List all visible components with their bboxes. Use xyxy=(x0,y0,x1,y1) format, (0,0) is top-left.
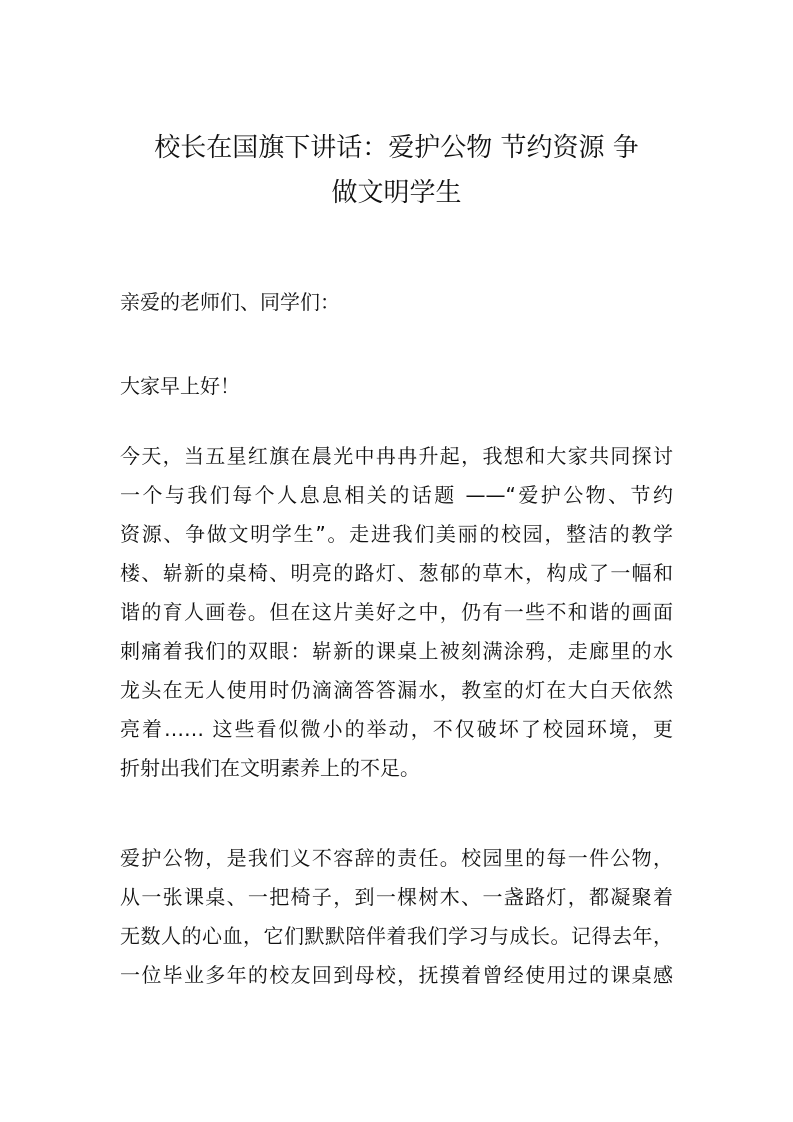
paragraph-line: 从一张课桌、一把椅子，到一棵树木、一盏路灯，都凝聚着 xyxy=(120,885,673,909)
title-line-2: 做文明学生 xyxy=(331,178,462,208)
salutation-text: 大家早上好！ xyxy=(120,374,240,398)
paragraph-line: 一个与我们每个人息息相关的话题 ——“爱护公物、节约 xyxy=(120,483,673,507)
paragraph-2 xyxy=(120,839,673,995)
paragraph-line: 刺痛着我们的双眼：崭新的课桌上被刻满涂鸦，走廊里的水 xyxy=(120,639,673,663)
paragraph-line: 楼、崭新的桌椅、明亮的路灯、葱郁的草木，构成了一幅和 xyxy=(120,561,673,585)
greeting-text: 亲爱的老师们、同学们： xyxy=(120,290,340,314)
paragraph-line: 龙头在无人使用时仍滴滴答答漏水，教室的灯在大白天依然 xyxy=(120,678,673,702)
paragraph-line: 折射出我们在文明素养上的不足。 xyxy=(120,756,420,780)
paragraph-line: 谐的育人画卷。但在这片美好之中，仍有一些不和谐的画面 xyxy=(120,600,673,624)
document-title xyxy=(100,126,693,216)
paragraph-line: 爱护公物，是我们义不容辞的责任。校园里的每一件公物， xyxy=(120,846,673,870)
title-line-1: 校长在国旗下讲话：爱护公物 节约资源 争 xyxy=(154,133,639,163)
greeting xyxy=(120,283,673,322)
paragraph-line: 今天，当五星红旗在晨光中冉冉升起，我想和大家共同探讨 xyxy=(120,444,673,468)
paragraph-line: 无数人的心血，它们默默陪伴着我们学习与成长。记得去年， xyxy=(120,924,673,948)
paragraph-line: 一位毕业多年的校友回到母校，抚摸着曾经使用过的课桌感 xyxy=(120,963,673,987)
paragraph-line: 资源、争做文明学生”。走进我们美丽的校园，整洁的教学 xyxy=(120,522,673,546)
salutation xyxy=(120,367,673,406)
paragraph-line: 亮着…… 这些看似微小的举动，不仅破坏了校园环境，更 xyxy=(120,717,673,741)
paragraph-1 xyxy=(120,437,673,788)
